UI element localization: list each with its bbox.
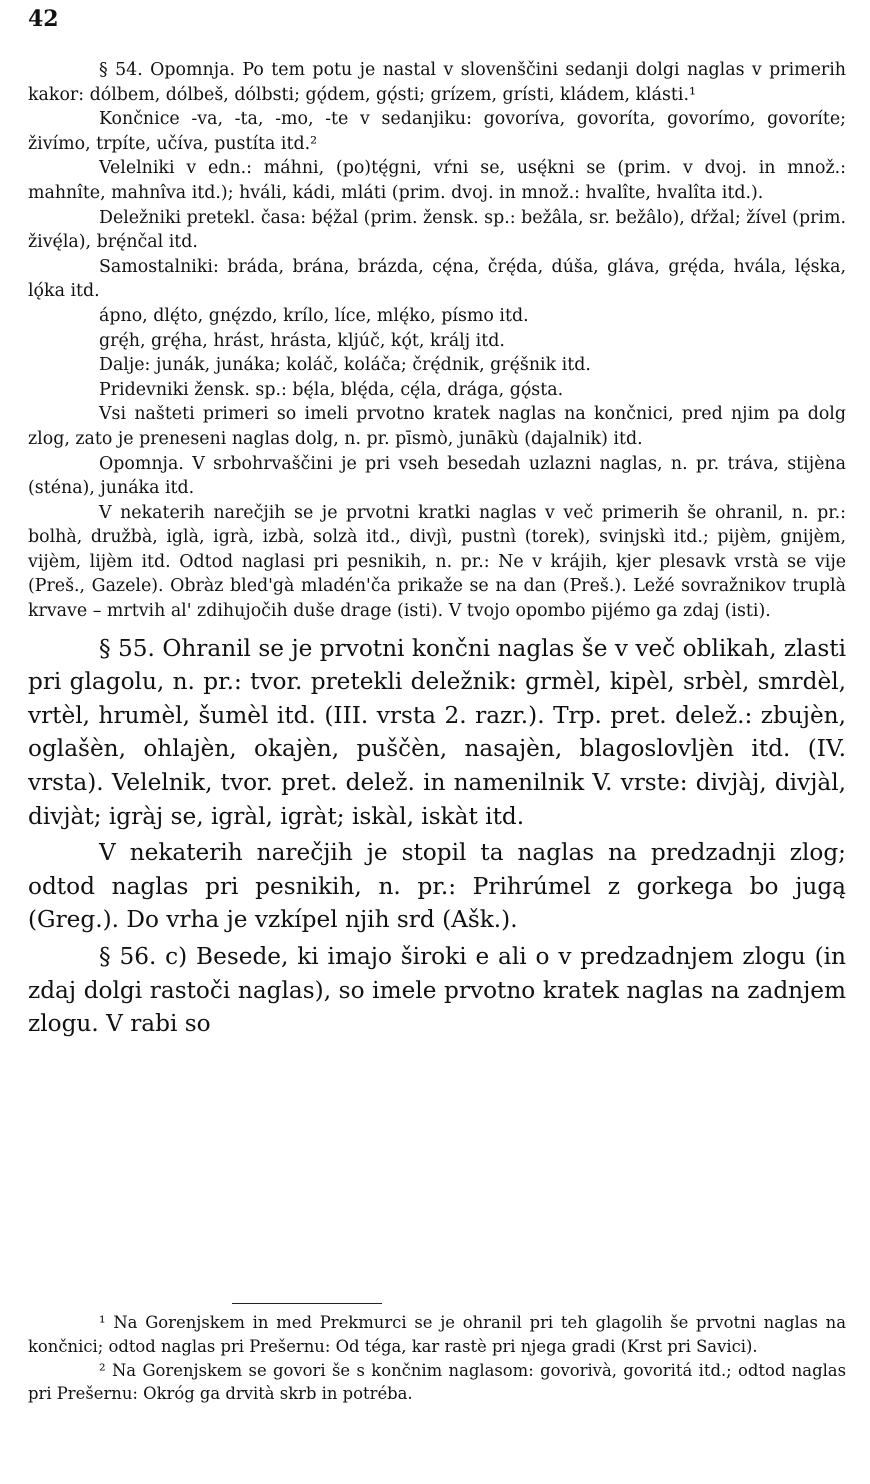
footnote-1: ¹ Na Gorenjskem in med Prekmurci se je ohranil pri teh glagolih še prvotni naglas na končnici; odtod naglas pri Prešernu: Od téga, kar rastè pri njega gradi (Krst pri Savici). bbox=[28, 1313, 846, 1356]
paragraph-dalje: Dalje: junák, junáka; koláč, koláča; črę́dnik, grę́šnik itd. bbox=[99, 355, 591, 376]
footnotes bbox=[28, 1311, 846, 1406]
paragraph-delezniki: Deležniki pretekl. časa: bę́žal (prim. žensk. sp.: bežâla, sr. bežâlo), dŕžal; žível (prim. živę́la), brę́nčal itd. bbox=[28, 207, 846, 253]
paragraph-koncnice: Končnice -va, -ta, -mo, -te v sedanjiku: govoríva, govoríta, govorímo, govoríte; živímo, trpíte, učíva, pustíta itd.² bbox=[28, 109, 846, 154]
paragraph-apno: ápno, dlę́to, gnę́zdo, krílo, líce, mlę́ko, písmo itd. bbox=[99, 305, 529, 326]
paragraph-velelniki: Velelniki v edn.: máhni, (po)tę́gni, vŕni se, usę́kni se (prim. v dvoj. in množ.: mahnîte, mahnîva itd.); hváli, kádi, mláti (prim. dvoj. in množ.: hvalîte, hvalîta itd.). bbox=[28, 158, 846, 203]
paragraph-opomnja-srbohrv: Opomnja. V srbohrvaščini je pri vseh besedah uzlazni naglas, n. pr. tráva, stijèna (sténa), junáka itd. bbox=[28, 453, 846, 499]
paragraph-predzadnji: V nekaterih narečjih je stopil ta naglas na predzadnji zlog; odtod naglas pri pesnikih, n. pr.: Prihrúmel z gorkega bo jugą (Greg.). Do vrha je vzkípel njih srd (Ašk.). bbox=[28, 839, 846, 934]
paragraph-greh: grę́h, grę́ha, hrást, hrásta, kljúč, kǫ́t, králj itd. bbox=[99, 330, 505, 351]
paragraph-56: § 56. c) Besede, ki imajo široki e ali o v predzadnjem zlogu (in zdaj dolgi rastoči naglas), so imele prvotno kratek naglas na zadnjem zlogu. V rabi so bbox=[28, 943, 846, 1038]
footnote-divider bbox=[232, 1303, 382, 1304]
paragraph-pridevniki: Pridevniki žensk. sp.: bę́la, blę́da, cę́la, drága, gǫ́sta. bbox=[99, 379, 564, 400]
footnote-2: ² Na Gorenjskem se govori še s končnim naglasom: govorivà, govoritá itd.; odtod naglas pri Prešernu: Okróg ga drvità skrb in potréba. bbox=[28, 1360, 846, 1404]
paragraph-55: § 55. Ohranil se je prvotni končni naglas še v več oblikah, zlasti pri glagolu, n. pr.: tvor. pretekli deležnik: grmèl, kipèl, srbèl, smrdèl, vrtèl, hrumèl, šumèl itd. (III. vrsta 2. razr.). Trp. pret. delež.: zbujèn, oglašèn, ohlajèn, okajèn, puščèn, nasajèn, blagoslovljèn itd. (IV. vrsta). Velelnik, tvor. pret. delež. in namenilnik V. vrste: divjàj, divjàl, divjàt; igràj se, igràl, igràt; iskàl, iskàt itd. bbox=[28, 634, 846, 830]
main-text bbox=[28, 58, 846, 1041]
paragraph-narecja: V nekaterih narečjih se je prvotni kratki naglas v več primerih še ohranil, n. pr.: bolhà, družbà, iglà, igrà, izbà, solzà itd., divjì, pustnì (torek), svinjskì itd.; pijèm, gnijèm, vijèm, lijèm itd. Odtod naglasi pri pesnikih, n. pr.: Ne v krájih, kjer plesavk vrstà se vije (Preš., Gazele). Obràz bled'gà mladén'ča prikaže se na dan (Preš.). Ležé sovražnikov truplà krvave – mrtvih al' zdihujočih duše drage (isti). V tvojo opombo pijémo ga zdaj (isti). bbox=[28, 502, 846, 622]
paragraph-samostalniki: Samostalniki: bráda, brána, brázda, cę́na, črę́da, dúša, gláva, grę́da, hvála, lę́ska, lǫ́ka itd. bbox=[28, 256, 846, 302]
paragraph-vsi-nasteti: Vsi našteti primeri so imeli prvotno kratek naglas na končnici, pred njim pa dolg zlog, zato je preneseni naglas dolg, n. pr. pīsmò, junākù (dajalnik) itd. bbox=[28, 404, 846, 449]
paragraph-54-opomnja: § 54. Opomnja. Po tem potu je nastal v slovenščini sedanji dolgi naglas v primerih kakor: dólbem, dólbeš, dólbsti; gǫ́dem, gǫ́sti; grízem, grísti, kládem, klásti.¹ bbox=[28, 60, 846, 105]
page-number: 42 bbox=[28, 6, 59, 32]
